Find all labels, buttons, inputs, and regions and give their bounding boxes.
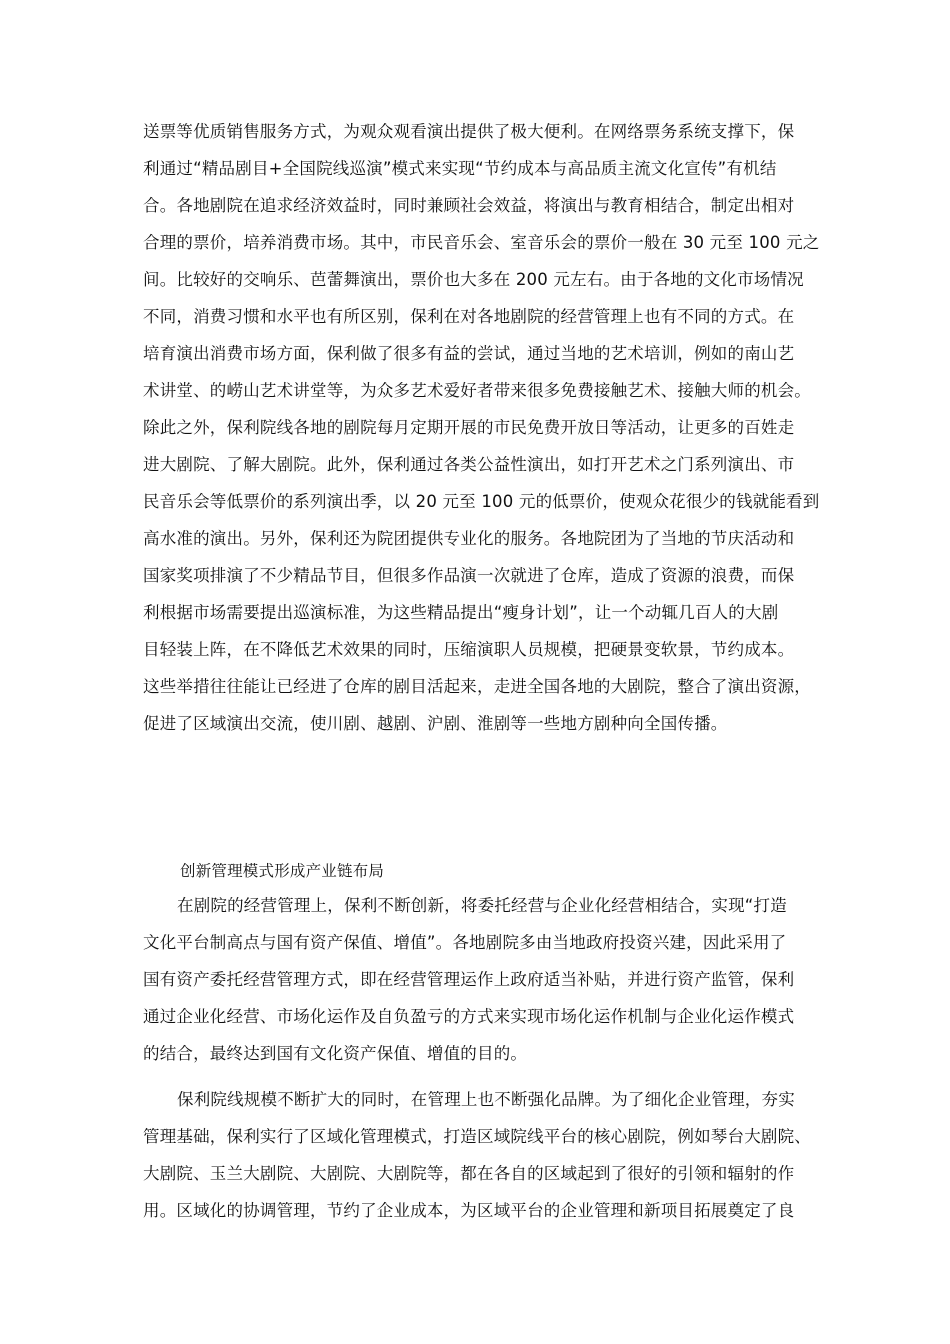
section-heading: 创新管理模式形成产业链布局 [180, 862, 385, 880]
body-line: 保利院线规模不断扩大的同时，在管理上也不断强化品牌。为了细化企业管理，夯实 [177, 1090, 795, 1109]
body-line: 这些举措往往能让已经进了仓库的剧目活起来，走进全国各地的大剧院，整合了演出资源， [143, 677, 811, 696]
body-line: 利通过“精品剧目+全国院线巡演”模式来实现“节约成本与高品质主流文化宣传”有机结 [143, 159, 777, 178]
body-line: 管理基础，保利实行了区域化管理模式，打造区域院线平台的核心剧院，例如琴台大剧院、 [143, 1127, 811, 1146]
body-line: 国有资产委托经营管理方式，即在经营管理运作上政府适当补贴，并进行资产监管，保利 [143, 970, 795, 989]
body-line: 目轻装上阵，在不降低艺术效果的同时，压缩演职人员规模，把硬景变软景，节约成本。 [143, 640, 795, 659]
body-line: 除此之外，保利院线各地的剧院每月定期开展的市民免费开放日等活动，让更多的百姓走 [143, 418, 795, 437]
body-line: 文化平台制高点与国有资产保值、增值”。各地剧院多由当地政府投资兴建，因此采用了 [143, 933, 787, 952]
body-line: 大剧院、玉兰大剧院、大剧院、大剧院等，都在各自的区域起到了很好的引领和辐射的作 [143, 1164, 795, 1183]
body-line: 用。区域化的协调管理，节约了企业成本，为区域平台的企业管理和新项目拓展奠定了良 [143, 1201, 795, 1220]
body-line: 的结合，最终达到国有文化资产保值、增值的目的。 [143, 1044, 528, 1063]
body-line: 不同，消费习惯和水平也有所区别，保利在对各地剧院的经营管理上也有不同的方式。在 [143, 307, 795, 326]
body-line: 培育演出消费市场方面，保利做了很多有益的尝试，通过当地的艺术培训，例如的南山艺 [143, 344, 795, 363]
body-line: 送票等优质销售服务方式，为观众观看演出提供了极大便利。在网络票务系统支撑下，保 [143, 122, 795, 141]
body-line: 间。比较好的交响乐、芭蕾舞演出，票价也大多在 200 元左右。由于各地的文化市场情况 [143, 270, 804, 289]
body-line: 合。各地剧院在追求经济效益时，同时兼顾社会效益，将演出与教育相结合，制定出相对 [143, 196, 795, 215]
body-line: 民音乐会等低票价的系列演出季，以 20 元至 100 元的低票价，使观众花很少的钱就能看到 [143, 492, 820, 511]
body-line: 进大剧院、了解大剧院。此外，保利通过各类公益性演出，如打开艺术之门系列演出、市 [143, 455, 795, 474]
body-line: 通过企业化经营、市场化运作及自负盈亏的方式来实现市场化运作机制与企业化运作模式 [143, 1007, 795, 1026]
body-line: 利根据市场需要提出巡演标准，为这些精品提出“瘦身计划”，让一个动辄几百人的大剧 [143, 603, 779, 622]
body-line: 国家奖项排演了不少精品节目，但很多作品演一次就进了仓库，造成了资源的浪费，而保 [143, 566, 795, 585]
body-line: 高水准的演出。另外，保利还为院团提供专业化的服务。各地院团为了当地的节庆活动和 [143, 529, 795, 548]
body-line: 合理的票价，培养消费市场。其中，市民音乐会、室音乐会的票价一般在 30 元至 100 元之 [143, 233, 820, 252]
body-line: 术讲堂、的崂山艺术讲堂等，为众多艺术爱好者带来很多免费接触艺术、接触大师的机会。 [143, 381, 811, 400]
body-line: 在剧院的经营管理上，保利不断创新，将委托经营与企业化经营相结合，实现“打造 [177, 896, 787, 915]
body-line: 促进了区域演出交流，使川剧、越剧、沪剧、淮剧等一些地方剧种向全国传播。 [143, 714, 728, 733]
